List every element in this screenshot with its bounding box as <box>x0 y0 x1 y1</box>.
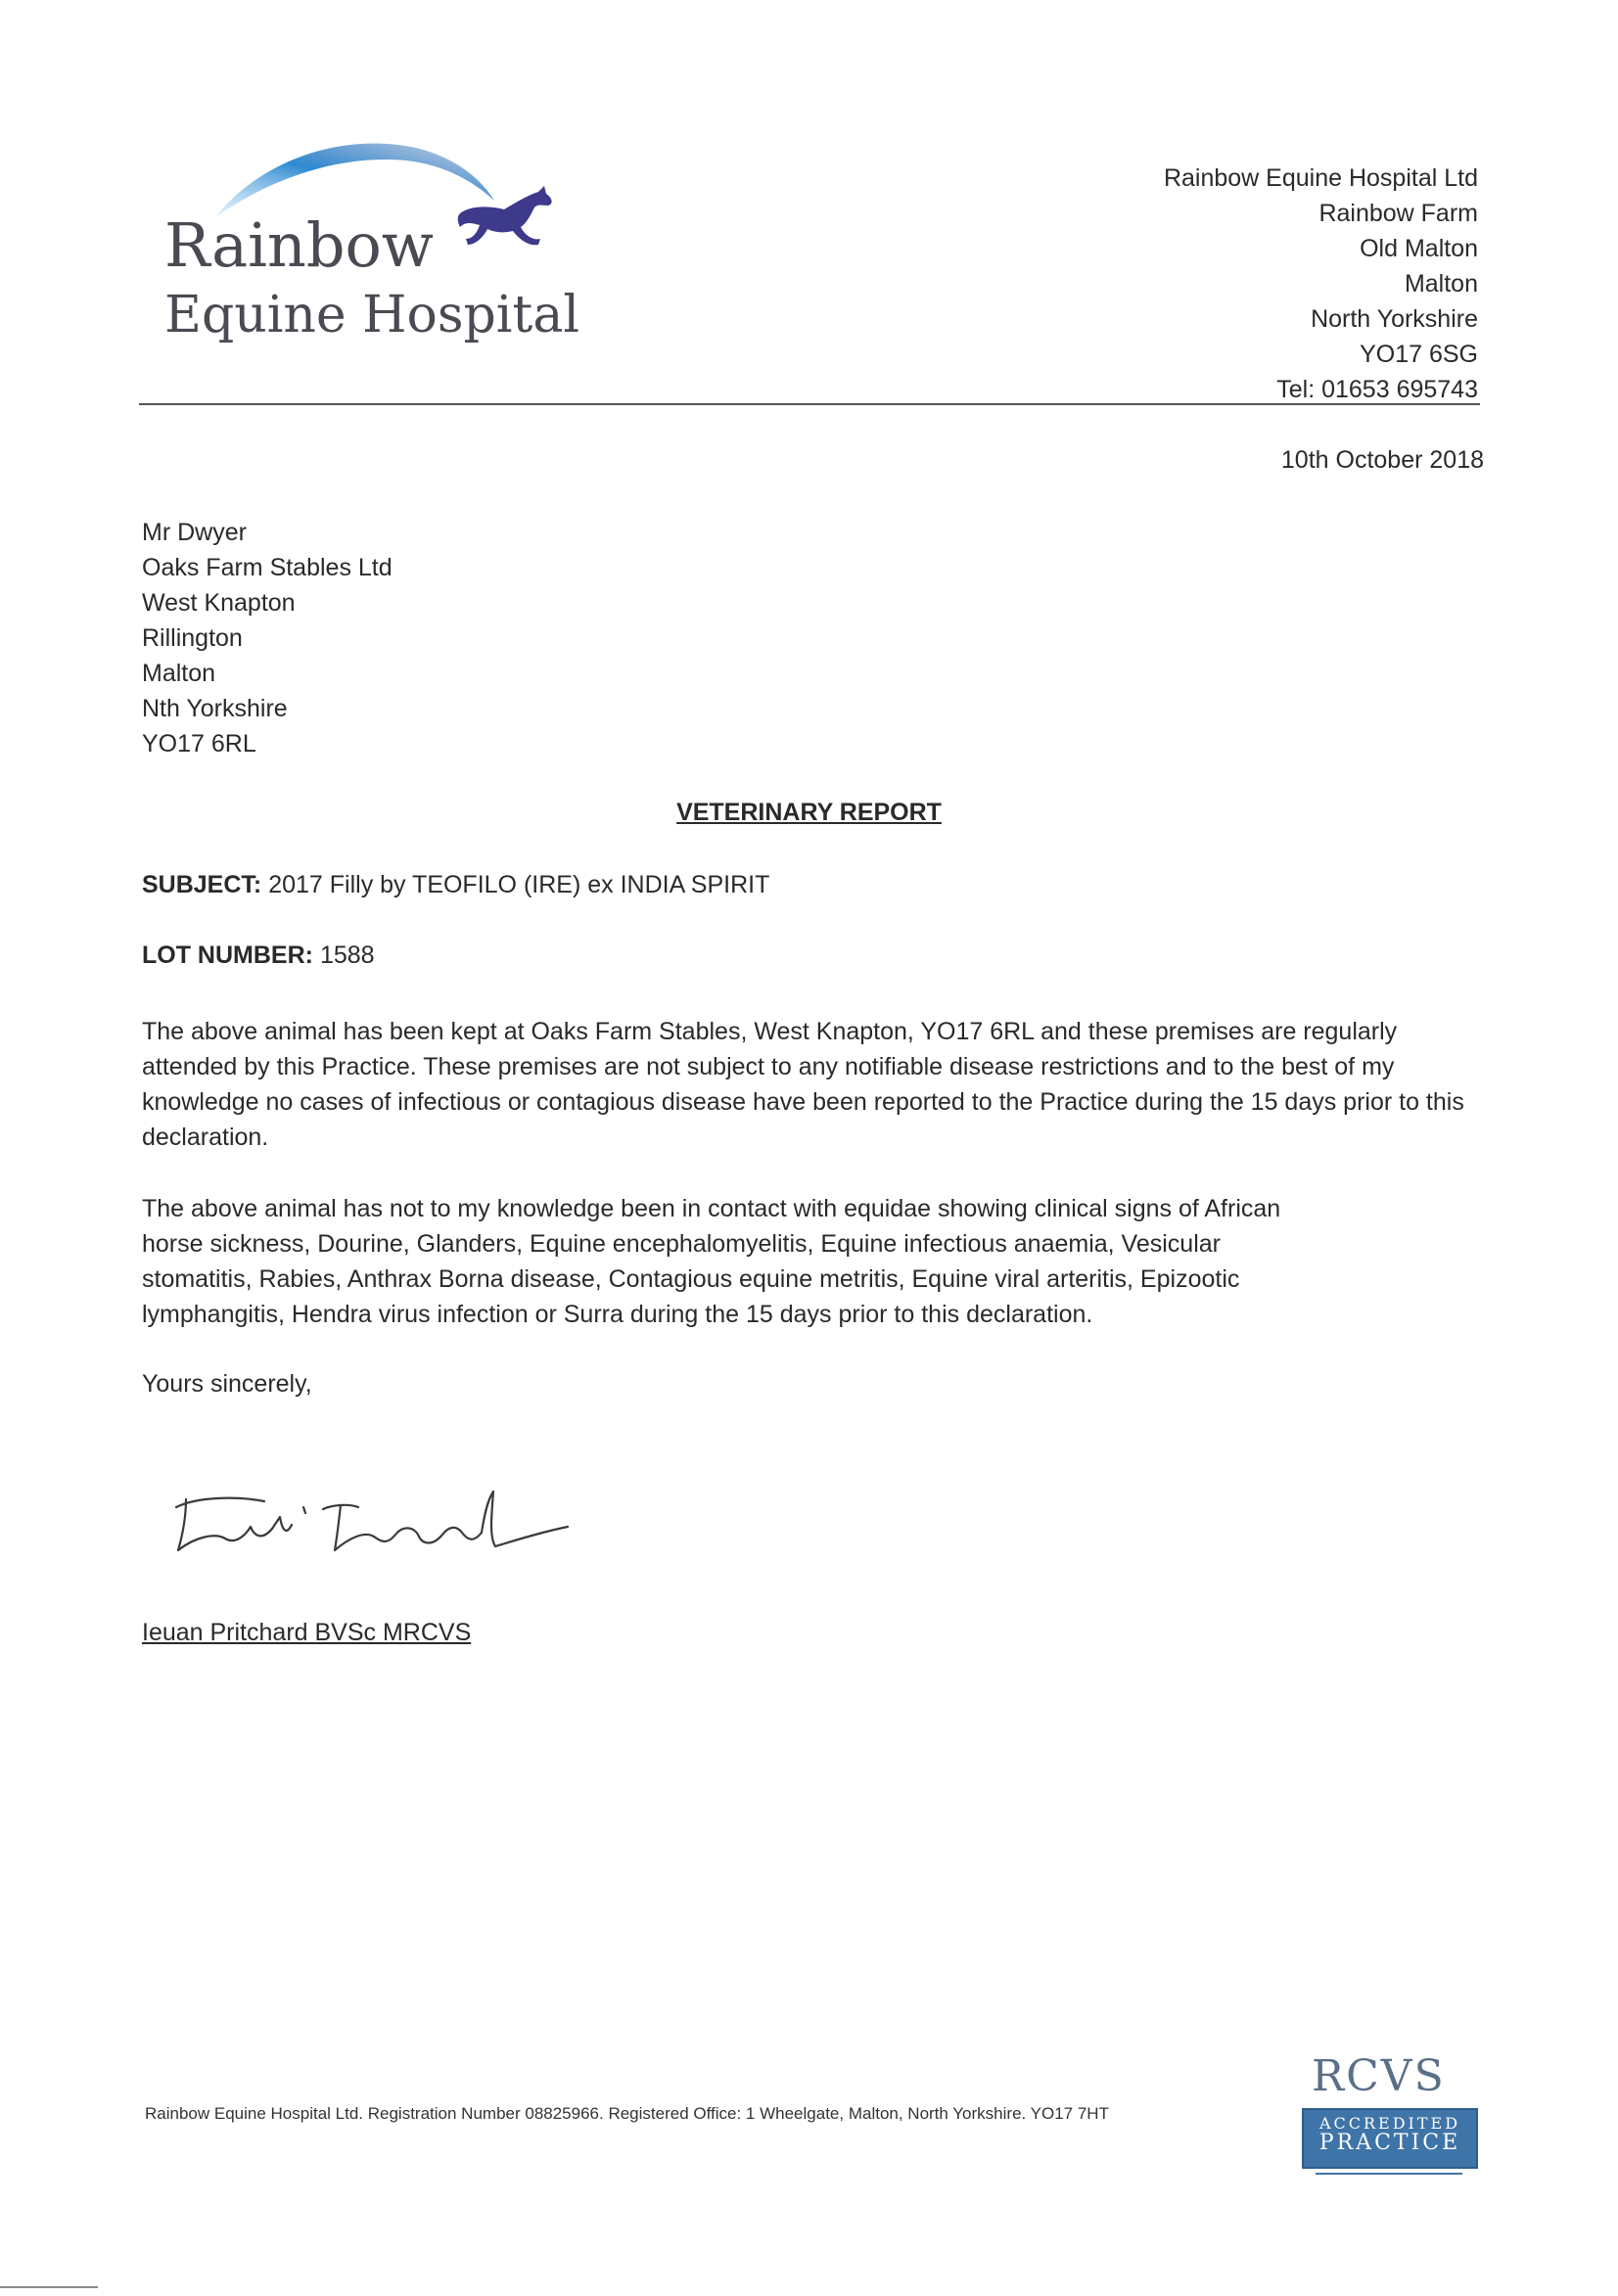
galloping-horse-icon <box>450 184 558 262</box>
header-divider <box>139 403 1480 405</box>
address-line: Rainbow Farm <box>1318 200 1478 227</box>
rainbow-equine-logo <box>157 137 587 352</box>
report-title: VETERINARY REPORT <box>676 799 942 826</box>
logo-wordmark-rainbow: Rainbow <box>164 209 434 281</box>
rcvs-accredited-text: ACCREDITED <box>1318 2114 1461 2133</box>
closing-salutation: Yours sincerely, <box>142 1370 312 1398</box>
handwritten-signature <box>157 1468 578 1576</box>
rcvs-accredited-badge <box>1302 2051 1484 2181</box>
address-telephone: Tel: 01653 695743 <box>1276 376 1478 403</box>
logo-wordmark-equine-hospital: Equine Hospital <box>164 286 579 344</box>
paragraph-line: The above animal has not to my knowledge been in contact with equidae showing clinical signs of African <box>142 1195 1281 1222</box>
address-line: Malton <box>1404 270 1478 298</box>
paragraph-premises: The above animal has been kept at Oaks Farm Stables, West Knapton, YO17 6RL and these premises are regularly attended by this Practice. These premises are not subject to any notifiable disease restrictions and to the best of my knowledge no cases of infectious or contagious disease have been reported to the Practice during the 15 days prior to this declaration. <box>142 1018 1464 1151</box>
address-line: YO17 6SG <box>1360 341 1478 368</box>
subject-label: SUBJECT: <box>142 871 262 898</box>
address-line: Old Malton <box>1360 235 1478 262</box>
subject-value: 2017 Filly by TEOFILO (IRE) ex INDIA SPIRIT <box>268 871 770 898</box>
lot-number-value: 1588 <box>319 941 375 969</box>
paragraph-line: stomatitis, Rabies, Anthrax Borna disease, Contagious equine metritis, Equine viral arteritis, Epizootic <box>142 1265 1240 1293</box>
subject-line <box>142 871 769 899</box>
recipient-line: Rillington <box>142 624 243 652</box>
recipient-line: Malton <box>142 660 216 687</box>
rcvs-title: RCVS <box>1312 2051 1446 2101</box>
rcvs-underline <box>1316 2173 1462 2181</box>
paragraph-contact-declaration <box>142 1191 1483 1332</box>
signatory-name: Ieuan Pritchard BVSc MRCVS <box>142 1619 472 1646</box>
scan-edge-mark <box>0 2286 98 2288</box>
recipient-line: YO17 6RL <box>142 730 256 758</box>
address-line: Rainbow Equine Hospital Ltd <box>1163 164 1478 192</box>
rcvs-accreditation-panel <box>1302 2108 1478 2169</box>
recipient-line: Nth Yorkshire <box>142 695 288 722</box>
paragraph-line: lymphangitis, Hendra virus infection or Surra during the 15 days prior to this declaration. <box>142 1301 1093 1328</box>
rcvs-practice-text: PRACTICE <box>1318 2131 1461 2155</box>
paragraph-line: horse sickness, Dourine, Glanders, Equine encephalomyelitis, Equine infectious anaemia, Vesicular <box>142 1230 1221 1258</box>
recipient-address <box>142 515 393 761</box>
address-line: North Yorkshire <box>1311 305 1478 333</box>
letter-date: 10th October 2018 <box>1280 446 1484 474</box>
recipient-line: West Knapton <box>142 589 296 617</box>
recipient-line: Oaks Farm Stables Ltd <box>142 554 393 581</box>
recipient-line: Mr Dwyer <box>142 519 247 546</box>
sender-address <box>1164 161 1478 407</box>
footer-registration: Rainbow Equine Hospital Ltd. Registration Number 08825966. Registered Office: 1 Wheelgate, Malton, North Yorkshire. YO17 7HT <box>145 2104 1109 2123</box>
lot-number-line <box>142 941 375 970</box>
lot-number-label: LOT NUMBER: <box>142 941 313 969</box>
